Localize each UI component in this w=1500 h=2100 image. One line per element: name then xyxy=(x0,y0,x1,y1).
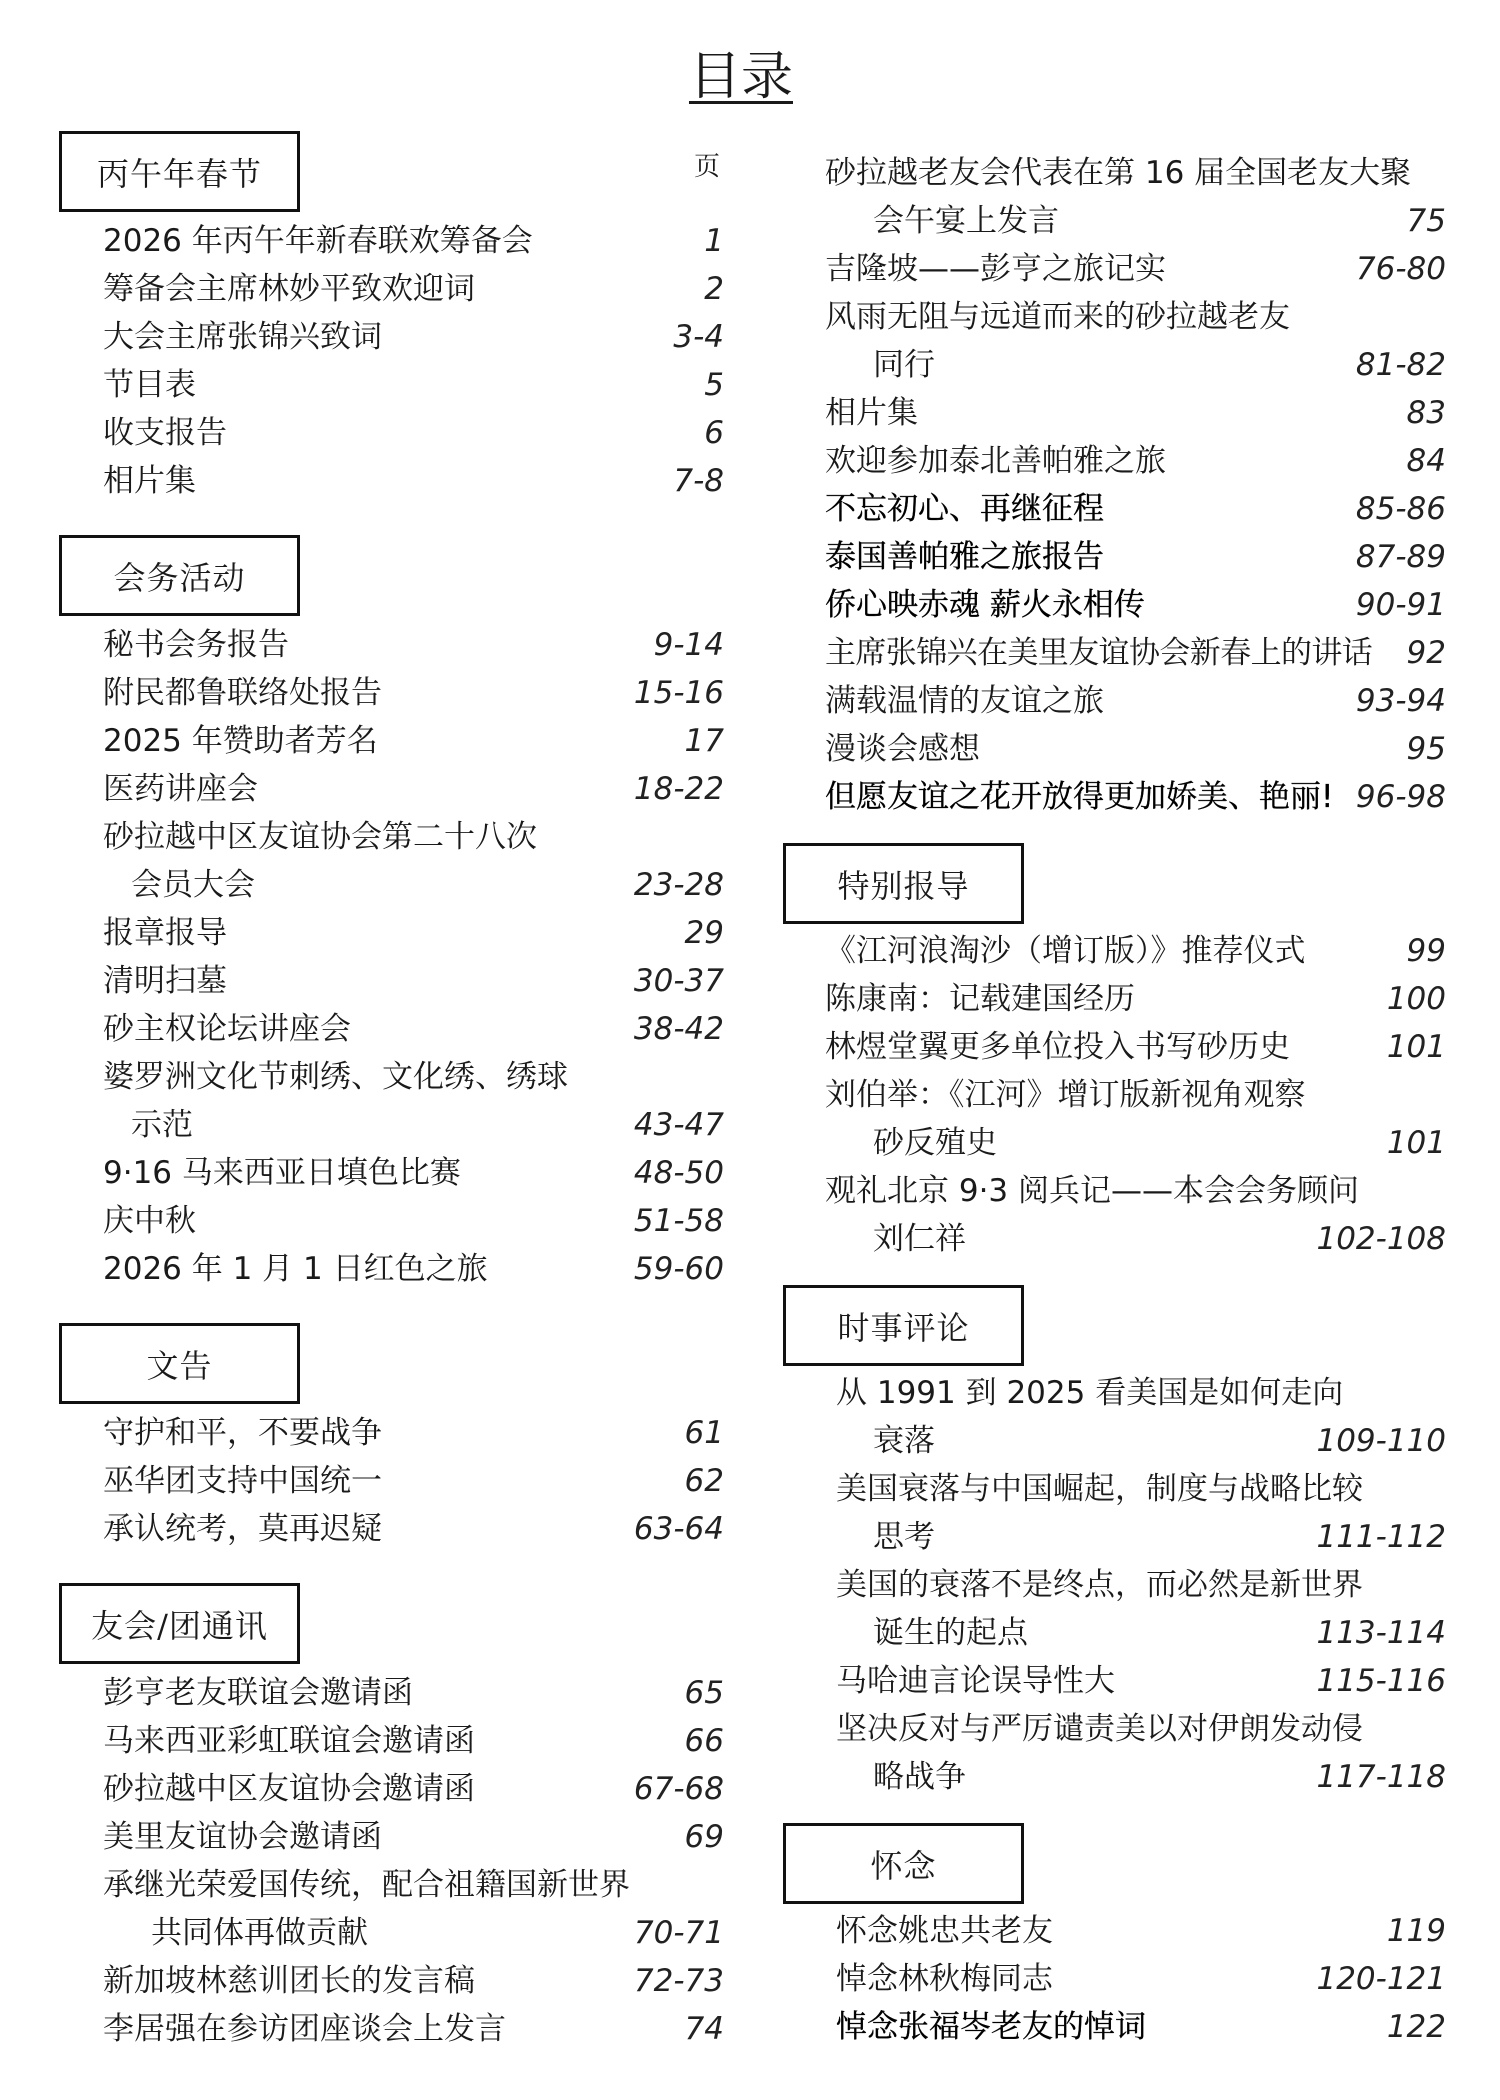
entry-title-continued: 略战争 xyxy=(873,1759,966,1795)
section-continued-entries xyxy=(783,149,1446,821)
entry-page-number: 17 xyxy=(684,723,724,759)
entry-page-number: 93-94 xyxy=(1355,683,1446,719)
entry-title: 马哈迪言论误导性大 xyxy=(836,1663,1115,1699)
entry-title-continued: 思考 xyxy=(873,1519,935,1555)
toc-entry xyxy=(59,669,724,717)
section-heading: 丙午年春节 xyxy=(59,131,300,212)
toc-entry xyxy=(59,1245,724,1293)
entry-page-number: 111-112 xyxy=(1316,1519,1446,1555)
entry-page-number: 96-98 xyxy=(1355,779,1446,815)
entry-title: 侨心映赤魂 薪火永相传 xyxy=(825,587,1145,623)
toc-entry xyxy=(59,957,724,1005)
toc-entry xyxy=(59,313,724,361)
toc-entry xyxy=(783,581,1446,629)
section-friendly-associations xyxy=(59,1583,724,2053)
section-heading: 会务活动 xyxy=(59,535,300,616)
right-column xyxy=(783,149,1446,2051)
section-statements xyxy=(59,1323,724,1553)
entry-title: 新加坡林慈训团长的发言稿 xyxy=(103,1963,475,1999)
entry-title: 林煜堂翼更多单位投入书写砂历史 xyxy=(825,1029,1290,1065)
entry-page-number: 99 xyxy=(1406,933,1446,969)
entry-title: 砂拉越老友会代表在第 16 届全国老友大聚 xyxy=(825,155,1412,191)
entry-page-number: 61 xyxy=(684,1415,724,1451)
entry-title: 欢迎参加泰北善帕雅之旅 xyxy=(825,443,1166,479)
entry-title: 悼念张福岑老友的悼词 xyxy=(836,2009,1146,2045)
entry-title-continued: 共同体再做贡献 xyxy=(151,1915,368,1951)
toc-entry xyxy=(783,149,1446,245)
entry-page-number: 3-4 xyxy=(673,319,724,355)
entry-page-number: 83 xyxy=(1406,395,1446,431)
entry-title: 吉隆坡——彭亨之旅记实 xyxy=(825,251,1166,287)
entry-page-number: 30-37 xyxy=(633,963,724,999)
entry-page-number: 63-64 xyxy=(633,1511,724,1547)
entry-title: 美国的衰落不是终点，而必然是新世界 xyxy=(836,1567,1363,1603)
entry-title: 刘伯举：《江河》增订版新视角观察 xyxy=(825,1077,1306,1113)
toc-entry xyxy=(59,361,724,409)
toc-entry xyxy=(59,1005,724,1053)
toc-entry xyxy=(59,1409,724,1457)
toc-entry xyxy=(59,621,724,669)
entry-page-number: 117-118 xyxy=(1316,1759,1446,1795)
entry-page-number: 9-14 xyxy=(653,627,724,663)
entry-page-number: 85-86 xyxy=(1355,491,1446,527)
entry-title-continued: 会午宴上发言 xyxy=(873,203,1059,239)
toc-entry xyxy=(59,217,724,265)
entry-title-continued: 会员大会 xyxy=(131,867,255,903)
entry-page-number: 101 xyxy=(1386,1029,1446,1065)
toc-entry xyxy=(59,1813,724,1861)
entry-title: 巫华团支持中国统一 xyxy=(103,1463,382,1499)
entry-page-number: 38-42 xyxy=(633,1011,724,1047)
entry-page-number: 119 xyxy=(1386,1913,1446,1949)
toc-entry xyxy=(783,2003,1446,2051)
entry-title: 承认统考，莫再迟疑 xyxy=(103,1511,382,1547)
toc-entry xyxy=(783,533,1446,581)
entry-page-number: 15-16 xyxy=(633,675,724,711)
entry-page-number: 90-91 xyxy=(1355,587,1446,623)
toc-entry xyxy=(59,457,724,505)
entry-title: 不忘初心、再继征程 xyxy=(825,491,1104,527)
toc-entry xyxy=(783,389,1446,437)
entry-title: 秘书会务报告 xyxy=(103,627,289,663)
entry-page-number: 120-121 xyxy=(1316,1961,1446,1997)
toc-entry xyxy=(59,909,724,957)
entry-title: 李居强在参访团座谈会上发言 xyxy=(103,2011,506,2047)
entry-page-number: 75 xyxy=(1406,203,1446,239)
entry-page-number: 1 xyxy=(704,223,724,259)
toc-entry xyxy=(783,1657,1446,1705)
toc-entry xyxy=(783,677,1446,725)
entry-page-number: 74 xyxy=(684,2011,724,2047)
entry-title: 坚决反对与严厉谴责美以对伊朗发动侵 xyxy=(836,1711,1363,1747)
toc-entry xyxy=(783,1561,1446,1657)
entry-title: 泰国善帕雅之旅报告 xyxy=(825,539,1104,575)
entry-title: 满载温情的友谊之旅 xyxy=(825,683,1104,719)
entry-title: 砂拉越中区友谊协会邀请函 xyxy=(103,1771,475,1807)
entry-page-number: 100 xyxy=(1386,981,1446,1017)
toc-entry xyxy=(783,1369,1446,1465)
entry-page-number: 81-82 xyxy=(1355,347,1446,383)
section-spring-festival xyxy=(59,131,724,505)
section-heading: 怀念 xyxy=(783,1823,1024,1904)
entry-page-number: 65 xyxy=(684,1675,724,1711)
entry-page-number: 76-80 xyxy=(1355,251,1446,287)
toc-entry xyxy=(783,773,1446,821)
toc-entry xyxy=(59,1717,724,1765)
toc-entry xyxy=(59,1669,724,1717)
toc-entry xyxy=(59,265,724,313)
entry-title-continued: 诞生的起点 xyxy=(873,1615,1028,1651)
toc-title-text: 目录 xyxy=(688,47,793,107)
entry-page-number: 102-108 xyxy=(1316,1221,1446,1257)
toc-entry xyxy=(59,717,724,765)
entry-page-number: 113-114 xyxy=(1316,1615,1446,1651)
entry-title-continued: 砂反殖史 xyxy=(873,1125,997,1161)
entry-title-continued: 衰落 xyxy=(873,1423,935,1459)
section-heading: 时事评论 xyxy=(783,1285,1024,1366)
entry-page-number: 84 xyxy=(1406,443,1446,479)
toc-entry xyxy=(783,1071,1446,1167)
toc-entry xyxy=(59,1765,724,1813)
entry-page-number: 43-47 xyxy=(633,1107,724,1143)
entry-title: 悼念林秋梅同志 xyxy=(836,1961,1053,1997)
entry-page-number: 5 xyxy=(704,367,724,403)
entry-title-continued: 同行 xyxy=(873,347,935,383)
toc-entry xyxy=(783,629,1446,677)
entry-title: 观礼北京 9·3 阅兵记——本会会务顾问 xyxy=(825,1173,1360,1209)
entry-title: 守护和平，不要战争 xyxy=(103,1415,382,1451)
toc-entry xyxy=(59,409,724,457)
entry-page-number: 67-68 xyxy=(633,1771,724,1807)
entry-title: 附民都鲁联络处报告 xyxy=(103,675,382,711)
entry-title: 庆中秋 xyxy=(103,1203,196,1239)
entry-title: 大会主席张锦兴致词 xyxy=(103,319,382,355)
entry-title-continued: 刘仁祥 xyxy=(873,1221,966,1257)
toc-entry xyxy=(59,1957,724,2005)
entry-title: 报章报导 xyxy=(103,915,227,951)
entry-title: 《江河浪淘沙（增订版）》推荐仪式 xyxy=(825,933,1306,969)
toc-entry xyxy=(783,975,1446,1023)
entry-page-number: 29 xyxy=(684,915,724,951)
toc-entry xyxy=(783,1955,1446,2003)
entry-title: 漫谈会感想 xyxy=(825,731,980,767)
entry-title: 2026 年 1 月 1 日红色之旅 xyxy=(103,1251,488,1287)
section-association-activities xyxy=(59,535,724,1293)
entry-page-number: 69 xyxy=(684,1819,724,1855)
entry-page-number: 66 xyxy=(684,1723,724,1759)
entry-title: 马来西亚彩虹联谊会邀请函 xyxy=(103,1723,475,1759)
toc-entry xyxy=(783,245,1446,293)
left-column xyxy=(59,131,724,2053)
section-current-affairs xyxy=(783,1285,1446,1801)
entry-title: 彭亨老友联谊会邀请函 xyxy=(103,1675,413,1711)
entry-title: 主席张锦兴在美里友谊协会新春上的讲话 xyxy=(825,635,1373,671)
toc-entry xyxy=(783,1705,1446,1801)
entry-page-number: 87-89 xyxy=(1355,539,1446,575)
toc-entry xyxy=(59,1457,724,1505)
toc-entry xyxy=(783,437,1446,485)
entry-title-continued: 示范 xyxy=(131,1107,193,1143)
entry-title: 砂主权论坛讲座会 xyxy=(103,1011,351,1047)
toc-entry xyxy=(783,927,1446,975)
toc-entry xyxy=(783,1907,1446,1955)
entry-page-number: 23-28 xyxy=(633,867,724,903)
section-heading: 特别报导 xyxy=(783,843,1024,924)
entry-page-number: 18-22 xyxy=(633,771,724,807)
toc-entry xyxy=(783,1023,1446,1071)
toc-title xyxy=(0,48,1482,106)
toc-entry xyxy=(59,1053,724,1149)
entry-page-number: 72-73 xyxy=(633,1963,724,1999)
toc-entry xyxy=(59,1861,724,1957)
entry-title: 收支报告 xyxy=(103,415,227,451)
toc-entry xyxy=(59,1197,724,1245)
entry-title: 风雨无阻与远道而来的砂拉越老友 xyxy=(825,299,1290,335)
entry-title: 砂拉越中区友谊协会第二十八次 xyxy=(103,819,537,855)
toc-entry xyxy=(59,2005,724,2053)
entry-page-number: 115-116 xyxy=(1316,1663,1446,1699)
entry-page-number: 51-58 xyxy=(633,1203,724,1239)
entry-page-number: 95 xyxy=(1406,731,1446,767)
entry-title: 节目表 xyxy=(103,367,196,403)
section-heading: 文告 xyxy=(59,1323,300,1404)
entry-title: 医药讲座会 xyxy=(103,771,258,807)
entry-page-number: 70-71 xyxy=(633,1915,724,1951)
entry-title: 承继光荣爱国传统，配合祖籍国新世界 xyxy=(103,1867,630,1903)
section-heading: 友会/团通讯 xyxy=(59,1583,300,1664)
entry-title: 2026 年丙午年新春联欢筹备会 xyxy=(103,223,533,259)
toc-entry xyxy=(59,1505,724,1553)
toc-entry xyxy=(783,1167,1446,1263)
entry-page-number: 6 xyxy=(704,415,724,451)
entry-title: 9·16 马来西亚日填色比赛 xyxy=(103,1155,461,1191)
toc-entry xyxy=(783,293,1446,389)
toc-entry xyxy=(59,765,724,813)
entry-title: 婆罗洲文化节刺绣、文化绣、绣球 xyxy=(103,1059,568,1095)
entry-title: 但愿友谊之花开放得更加娇美、艳丽! xyxy=(825,779,1334,815)
entry-page-number: 101 xyxy=(1386,1125,1446,1161)
section-special-reports xyxy=(783,843,1446,1263)
section-remembrance xyxy=(783,1823,1446,2051)
toc-entry xyxy=(783,1465,1446,1561)
entry-title: 美里友谊协会邀请函 xyxy=(103,1819,382,1855)
toc-entry xyxy=(59,813,724,909)
toc-entry xyxy=(59,1149,724,1197)
entry-page-number: 122 xyxy=(1386,2009,1446,2045)
entry-title: 从 1991 到 2025 看美国是如何走向 xyxy=(836,1375,1344,1411)
toc-entry xyxy=(783,485,1446,533)
entry-title: 陈康南：记载建国经历 xyxy=(825,981,1135,1017)
entry-title: 怀念姚忠共老友 xyxy=(836,1913,1053,1949)
entry-title: 美国衰落与中国崛起，制度与战略比较 xyxy=(836,1471,1363,1507)
entry-title: 相片集 xyxy=(103,463,196,499)
toc-entry xyxy=(783,725,1446,773)
entry-page-number: 109-110 xyxy=(1316,1423,1446,1459)
entry-page-number: 7-8 xyxy=(673,463,724,499)
entry-page-number: 92 xyxy=(1406,635,1446,671)
entry-title: 2025 年赞助者芳名 xyxy=(103,723,378,759)
entry-title: 相片集 xyxy=(825,395,918,431)
entry-page-number: 48-50 xyxy=(633,1155,724,1191)
entry-page-number: 62 xyxy=(684,1463,724,1499)
entry-title: 筹备会主席林妙平致欢迎词 xyxy=(103,271,475,307)
entry-title: 清明扫墓 xyxy=(103,963,227,999)
page-column-label: 页 xyxy=(694,152,721,182)
entry-page-number: 59-60 xyxy=(633,1251,724,1287)
entry-page-number: 2 xyxy=(704,271,724,307)
